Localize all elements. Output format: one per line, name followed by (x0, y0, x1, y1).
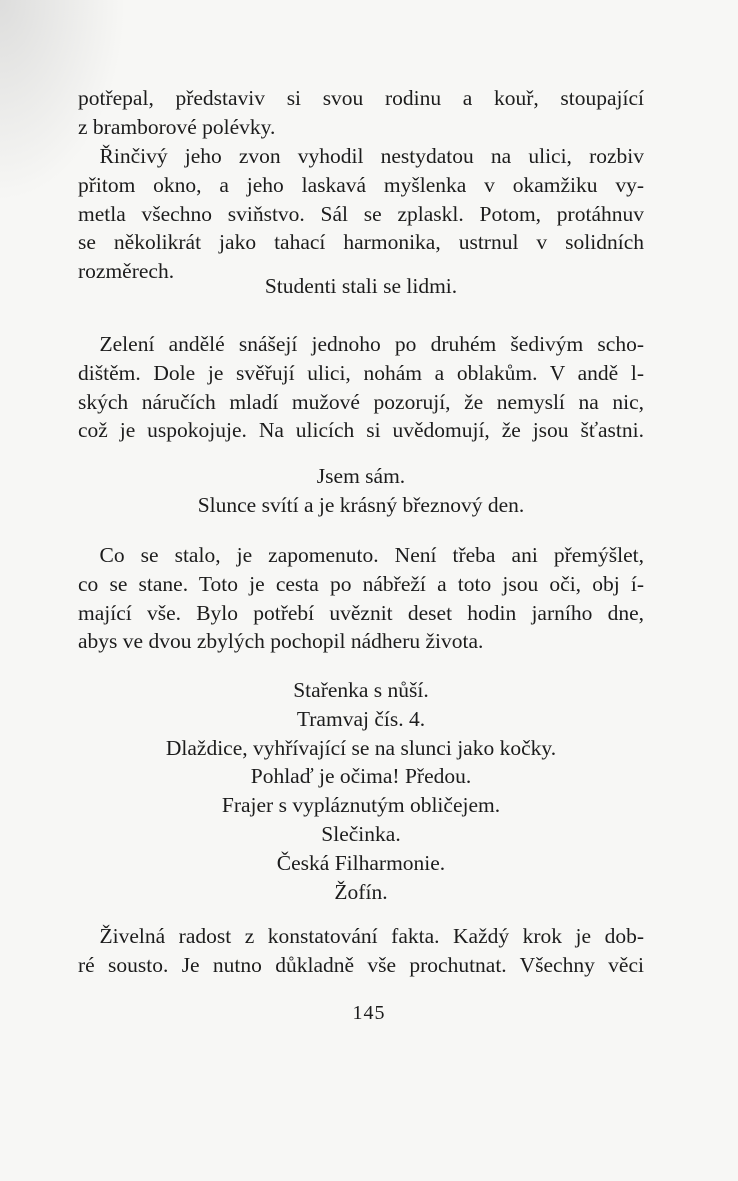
text-line: Studenti stali se lidmi. (264, 274, 458, 298)
paragraph-5-centered (78, 462, 644, 520)
text-line: ré sousto. Je nutno důkladně vše prochutnat. Všechny věci (78, 952, 644, 977)
text-line: Žofín. (334, 879, 388, 904)
text-line: abys ve dvou zbylých pochopil nádheru života. (78, 629, 484, 654)
text-line: Řinčivý jeho zvon vyhodil nestydatou na ulici, rozbiv (78, 144, 644, 168)
text-line: potřepal, představiv si svou rodinu a kouř, stoupající (78, 86, 644, 110)
paragraph-8 (78, 922, 644, 980)
text-line: Pohlaď je očima! Předou. (250, 764, 472, 789)
text-line: ských náručích mladí mužové pozorují, že nemyslí na nic, (78, 389, 644, 414)
text-line: Tramvaj čís. 4. (296, 706, 426, 731)
text-line: se několikrát jako tahací harmonika, ustrnul v solidních (78, 230, 644, 255)
text-line: Jsem sám. (316, 464, 406, 488)
text-line: což je uspokojuje. Na ulicích si uvědomují, že jsou šťastni. (78, 418, 644, 443)
text-line: rozměrech. (78, 259, 175, 284)
paragraph-2 (78, 142, 644, 286)
paragraph-6 (78, 541, 644, 656)
text-line: přitom okno, a jeho laskavá myšlenka v okamžiku vy- (78, 172, 644, 197)
paragraph-7-centered (78, 676, 644, 906)
text-line: Slunce svítí a je krásný březnový den. (197, 492, 525, 517)
text-line: Dlaždice, vyhřívající se na slunci jako kočky. (165, 735, 557, 760)
paragraph-3-centered (78, 272, 644, 301)
text-line: Stařenka s nůší. (293, 678, 429, 702)
text-line: Frajer s vypláznutým obličejem. (221, 793, 501, 818)
text-line: Česká Filharmonie. (276, 850, 446, 875)
text-line: mající vše. Bylo potřebí uvěznit deset hodin jarního dne, (78, 600, 644, 625)
text-line: Živelná radost z konstatování fakta. Každý krok je dob- (78, 924, 644, 948)
paragraph-4 (78, 330, 644, 445)
text-line: co se stane. Toto je cesta po nábřeží a toto jsou oči, obj í- (78, 571, 644, 596)
text-line: z bramborové polévky. (78, 114, 276, 139)
page-number: 145 (352, 1002, 386, 1024)
text-line: Co se stalo, je zapomenuto. Není třeba ani přemýšlet, (78, 543, 644, 567)
text-line: dištěm. Dole je svěřují ulici, nohám a oblakům. V andě l- (78, 360, 644, 385)
text-line: metla všechno sviňstvo. Sál se zplaskl. Potom, protáhnuv (78, 201, 644, 226)
text-line: Zelení andělé snášejí jednoho po druhém šedivým scho- (78, 332, 644, 356)
paragraph-1 (78, 84, 644, 142)
text-line: Slečinka. (321, 821, 401, 846)
